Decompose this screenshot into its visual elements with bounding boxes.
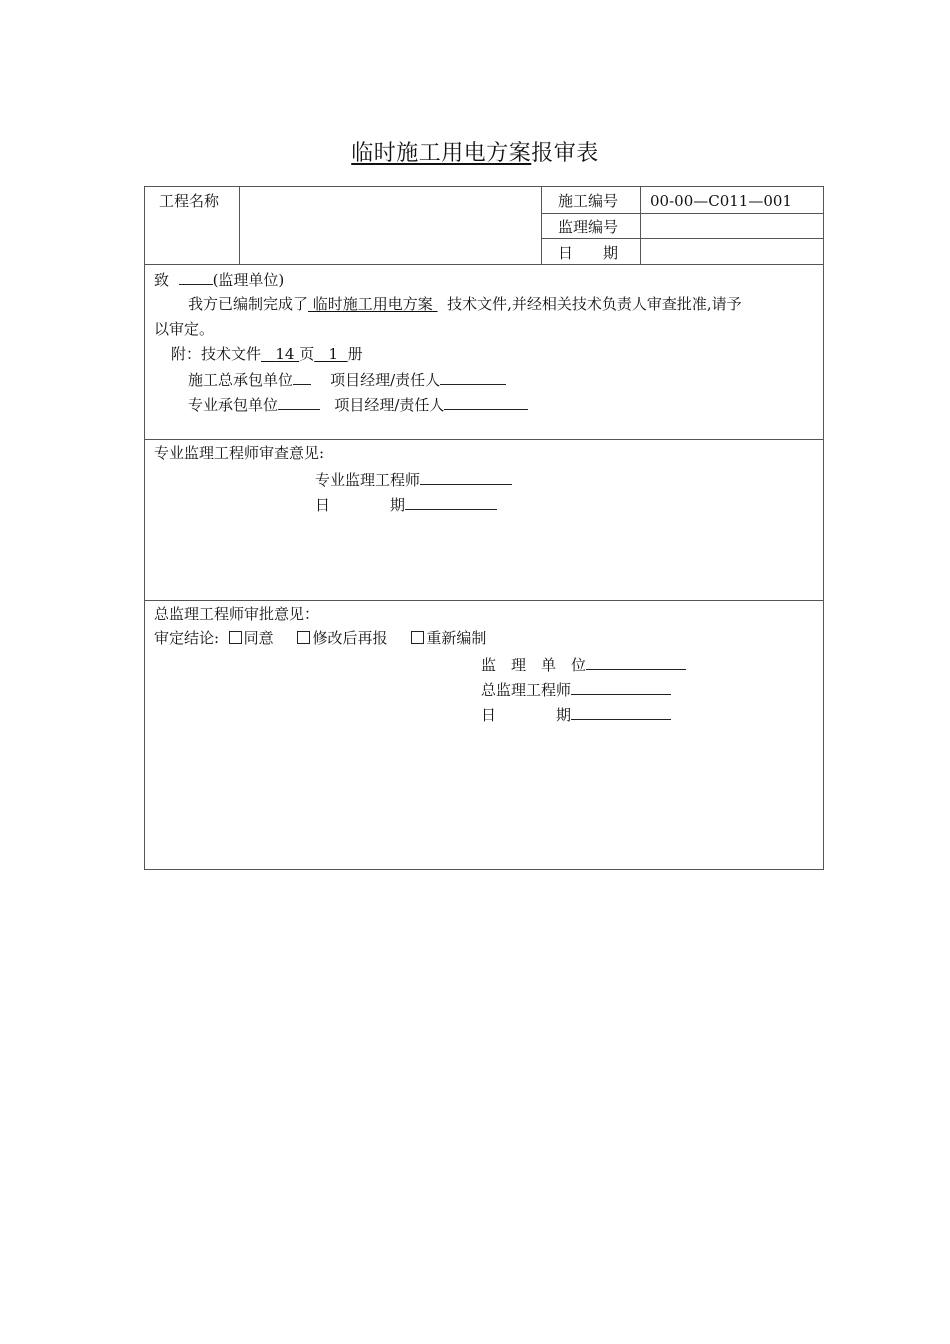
- review-engineer-line: [315, 469, 512, 490]
- chief-engineer-blank[interactable]: [571, 679, 671, 695]
- conclusion-label: 审定结论:: [154, 629, 220, 647]
- attachment-line: [171, 344, 363, 364]
- header-divider-1: [239, 187, 240, 264]
- attach-prefix: 附：技术文件: [171, 345, 262, 363]
- header-row-line-2: [541, 238, 824, 239]
- option-redo-checkbox[interactable]: 重新编制: [411, 629, 486, 647]
- project-name-label: 工程名称: [159, 192, 220, 210]
- pm-label-2: 项目经理/责任人: [334, 396, 445, 414]
- approval-date-label: 日 期: [481, 706, 572, 724]
- volume-unit: 册: [347, 345, 363, 363]
- construction-no-label: 施工编号: [558, 192, 619, 210]
- approval-unit-label: 监 理 单 位: [481, 656, 587, 674]
- review-engineer-blank[interactable]: [420, 469, 512, 485]
- construction-no-value: 00-00—C011—001: [650, 192, 792, 210]
- header-row-line-1: [541, 213, 824, 214]
- page-count: 14: [275, 345, 295, 363]
- supervision-no-label: 监理编号: [558, 218, 619, 236]
- approval-date-line: [481, 704, 671, 725]
- page-unit: 页: [299, 345, 315, 363]
- submission-body-line-2: 以审定。: [154, 320, 215, 338]
- to-prefix: 致: [154, 271, 170, 289]
- section-divider-1: [145, 264, 824, 265]
- general-contractor-line: [188, 369, 506, 390]
- document-name: 临时施工用电方案: [308, 295, 438, 313]
- title-rest: 报审表: [531, 141, 599, 166]
- specialty-contractor-blank[interactable]: [278, 394, 320, 410]
- header-divider-3: [640, 187, 641, 264]
- supervision-unit-blank[interactable]: [179, 269, 213, 285]
- form-title: [0, 136, 950, 167]
- chief-engineer-label: 总监理工程师: [481, 681, 572, 699]
- general-contractor-blank[interactable]: [293, 369, 311, 385]
- approval-form: [144, 186, 824, 870]
- volume-count: 1: [328, 345, 339, 363]
- submission-body-line-1: [188, 294, 742, 314]
- pm-blank-2[interactable]: [444, 394, 528, 410]
- date-label: 日 期: [558, 244, 619, 262]
- review-date-line: [315, 494, 497, 515]
- approval-unit-line: [481, 654, 686, 675]
- option-revise-checkbox[interactable]: 修改后再报: [297, 629, 387, 647]
- to-suffix: (监理单位): [212, 271, 285, 289]
- approval-date-blank[interactable]: [571, 704, 671, 720]
- chief-engineer-line: [481, 679, 671, 700]
- section-divider-2: [145, 439, 824, 440]
- review-engineer-label: 专业监理工程师: [315, 471, 421, 489]
- conclusion-line: [154, 628, 486, 648]
- header-divider-2: [541, 187, 542, 264]
- section-divider-3: [145, 600, 824, 601]
- pm-label-1: 项目经理/责任人: [330, 371, 441, 389]
- addressee-line: [154, 269, 284, 290]
- approval-heading: 总监理工程师审批意见：: [154, 605, 320, 623]
- approval-unit-blank[interactable]: [586, 654, 686, 670]
- specialty-contractor-label: 专业承包单位: [188, 396, 279, 414]
- general-contractor-label: 施工总承包单位: [188, 371, 294, 389]
- title-underlined: 临时施工用电方案: [351, 141, 532, 166]
- specialty-contractor-line: [188, 394, 528, 415]
- review-date-blank[interactable]: [405, 494, 497, 510]
- review-heading: 专业监理工程师审查意见:: [154, 444, 325, 462]
- body-prefix: 我方已编制完成了: [188, 295, 309, 313]
- body-suffix: 技术文件,并经相关技术负责人审查批准,请予: [447, 295, 742, 313]
- review-date-label: 日 期: [315, 496, 406, 514]
- option-agree-checkbox[interactable]: 同意: [229, 629, 274, 647]
- pm-blank-1[interactable]: [440, 369, 506, 385]
